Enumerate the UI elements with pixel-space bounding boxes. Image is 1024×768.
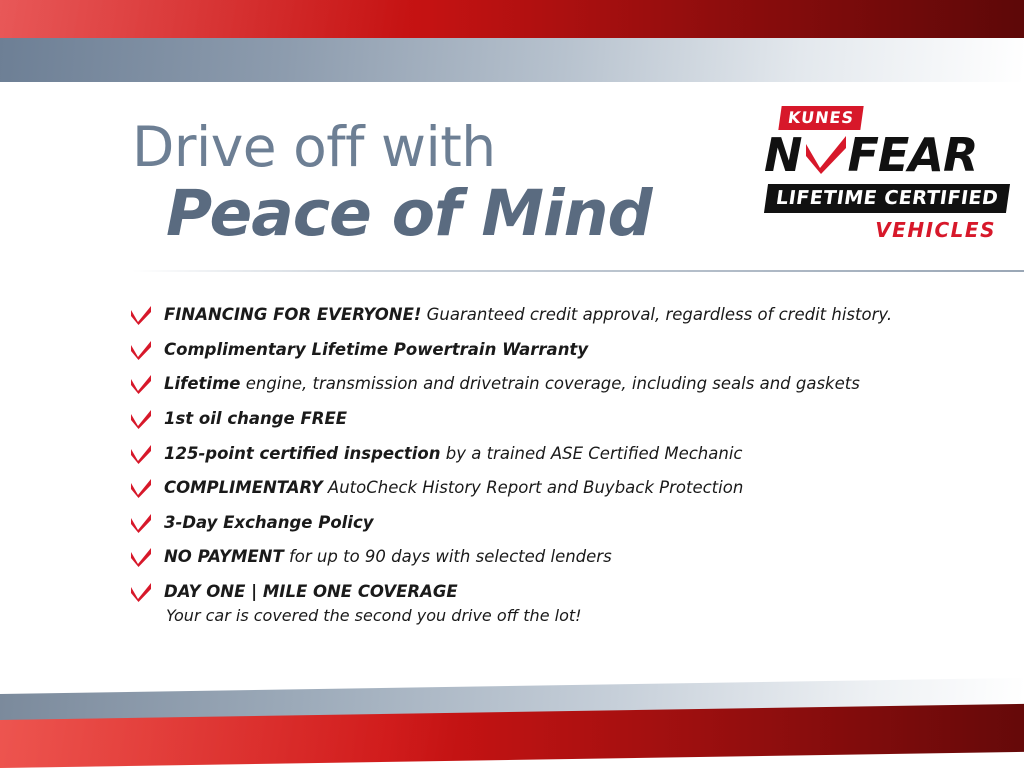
page-title — [132, 115, 752, 250]
check-icon — [804, 134, 848, 174]
logo-brand-kunes: KUNES — [778, 106, 863, 130]
list-item-bold: 1st oil change FREE — [164, 408, 347, 428]
list-item-bold: FINANCING FOR EVERYONE! — [164, 305, 422, 324]
list-item-bold: COMPLIMENTARY — [164, 478, 323, 498]
check-icon — [130, 340, 152, 360]
list-item — [130, 374, 930, 395]
list-item-bold: 125-point certified inspection — [164, 443, 441, 463]
check-icon — [130, 582, 152, 602]
list-item — [130, 547, 930, 568]
top-red-banner — [0, 0, 1024, 38]
logo-word-fear: FEAR — [847, 128, 978, 182]
list-item-subtext: Your car is covered the second you drive off the lot! — [166, 605, 582, 625]
logo-wordmark — [764, 128, 977, 182]
list-item — [130, 409, 930, 430]
list-item — [130, 513, 930, 534]
list-item-text: engine, transmission and drivetrain coverage, including seals and gaskets — [240, 374, 860, 394]
list-item — [130, 582, 930, 626]
logo-vehicles: VEHICLES — [875, 218, 996, 242]
list-item-text: for up to 90 days with selected lenders — [283, 547, 612, 567]
check-icon — [130, 305, 152, 325]
list-item — [130, 340, 930, 361]
headline-line-2: Peace of Mind — [166, 177, 652, 250]
list-item-bold: Lifetime — [164, 374, 241, 394]
list-item — [130, 478, 930, 499]
list-item — [130, 305, 930, 326]
top-white-edge — [0, 82, 1024, 88]
kunes-no-fear-logo — [764, 106, 1002, 248]
list-item-bold: 3-Day Exchange Policy — [164, 512, 374, 532]
logo-banner-lifetime-certified: LIFETIME CERTIFIED — [764, 184, 1010, 213]
list-item-text: by a trained ASE Certified Mechanic — [440, 443, 743, 463]
headline-divider — [132, 270, 1024, 272]
list-item-bold: DAY ONE | MILE ONE COVERAGE — [164, 582, 458, 601]
benefits-list — [130, 305, 930, 640]
check-icon — [130, 547, 152, 567]
list-item-bold: Complimentary Lifetime Powertrain Warranty — [164, 339, 589, 359]
list-item-text: AutoCheck History Report and Buyback Protection — [322, 478, 744, 498]
check-icon — [130, 478, 152, 498]
check-icon — [130, 513, 152, 533]
top-grey-banner — [0, 38, 1024, 82]
list-item — [130, 444, 930, 465]
logo-word-no: N — [764, 128, 802, 182]
check-icon — [130, 444, 152, 464]
check-icon — [130, 374, 152, 394]
list-item-text: Guaranteed credit approval, regardless of credit history. — [421, 305, 893, 324]
check-icon — [130, 409, 152, 429]
headline-line-1: Drive off with — [132, 115, 496, 179]
list-item-bold: NO PAYMENT — [164, 547, 284, 567]
